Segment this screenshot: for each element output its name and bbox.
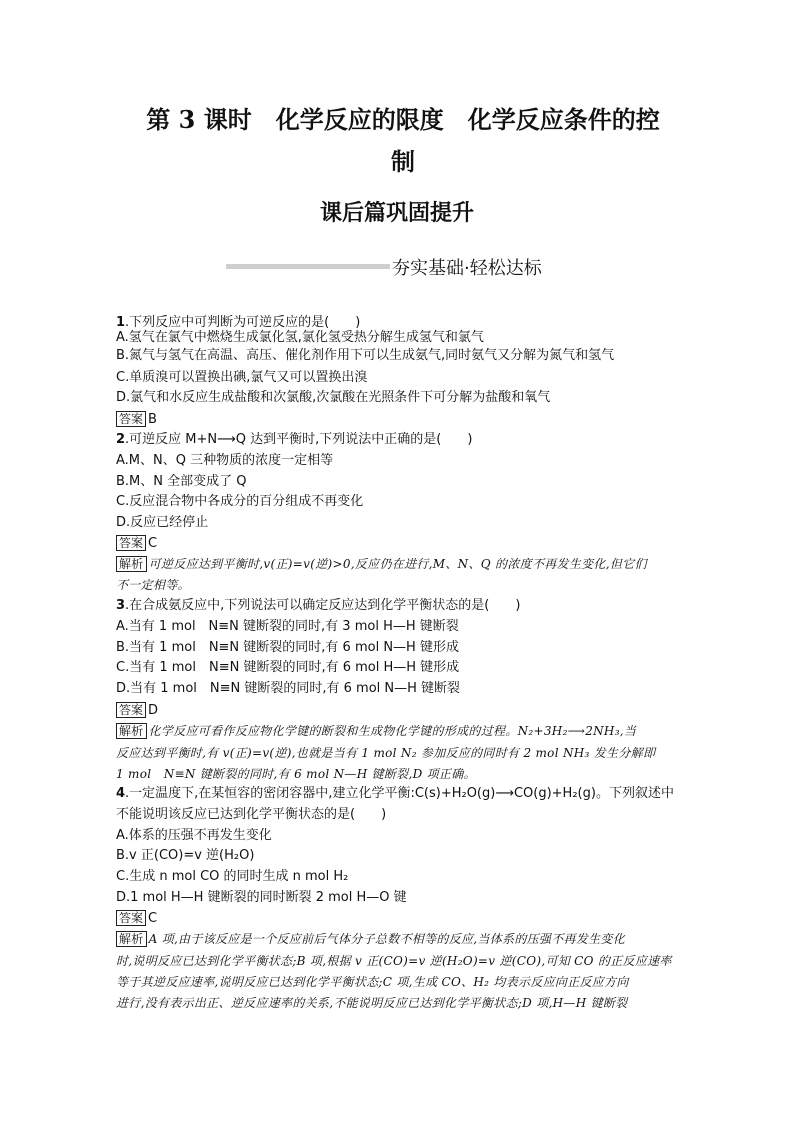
question-4-option-c: C.生成 n mol CO 的同时生成 n mol H₂ (116, 869, 349, 884)
question-1-answer (116, 411, 157, 428)
lesson-title-line1: 第 3 课时 化学反应的限度 化学反应条件的控 (146, 105, 660, 134)
question-3-explanation-1 (116, 723, 636, 739)
question-number: 2 (116, 432, 126, 447)
answer-value: B (148, 412, 157, 427)
question-3-option-c: C.当有 1 mol N≡N 键断裂的同时,有 6 mol H—H 键形成 (116, 660, 460, 675)
question-3-option-a: A.当有 1 mol N≡N 键断裂的同时,有 3 mol H—H 键断裂 (116, 619, 459, 634)
answer-value: C (148, 536, 158, 551)
stem-text: .一定温度下,在某恒容的密闭容器中,建立化学平衡:C(s)+H₂O(g)⟶CO(g)+H₂(g)。下列叙述中 (125, 786, 674, 801)
question-2-option-b: B.M、N 全部变成了 Q (116, 474, 247, 489)
question-3-explanation-3: 1 mol N≡N 键断裂的同时,有 6 mol N—H 键断裂,D 项正确。 (116, 767, 476, 781)
question-1-option-b: B.氮气与氢气在高温、高压、催化剂作用下可以生成氨气,同时氨气又分解为氮气和氢气 (116, 348, 615, 363)
question-4-answer (116, 910, 157, 927)
question-number: 3 (116, 598, 126, 613)
answer-value: C (148, 911, 158, 926)
question-4-option-b: B.v 正(CO)=v 逆(H₂O) (116, 848, 255, 863)
question-4-stem-2: 不能说明该反应已达到化学平衡状态的是( ) (116, 807, 387, 822)
question-4-option-d: D.1 mol H—H 键断裂的同时断裂 2 mol H—O 键 (116, 890, 407, 905)
question-3-explanation-2: 反应达到平衡时,有 v(正)=v(逆),也就是当有 1 mol N₂ 参加反应的同时有 2 mol NH₃ 发生分解即 (116, 746, 656, 760)
question-3-option-b: B.当有 1 mol N≡N 键断裂的同时,有 6 mol N—H 键形成 (116, 640, 459, 655)
lesson-title-line2: 制 (391, 147, 415, 176)
explanation-tag: 解析 (116, 931, 147, 947)
question-3-option-d: D.当有 1 mol N≡N 键断裂的同时,有 6 mol N—H 键断裂 (116, 681, 461, 696)
question-4-option-a: A.体系的压强不再发生变化 (116, 828, 272, 843)
answer-value: D (148, 703, 159, 718)
explanation-text: 可逆反应达到平衡时,v(正)=v(逆)>0,反应仍在进行,M、N、Q 的浓度不再发生变化,但它们 (148, 557, 647, 571)
question-number: 1 (116, 315, 126, 330)
question-4-stem-1 (116, 786, 674, 802)
explanation-tag: 解析 (116, 556, 147, 572)
section-divider (226, 264, 390, 269)
question-number: 4 (116, 786, 126, 801)
section-title: 夯实基础·轻松达标 (392, 258, 542, 279)
question-4-explanation-2: 时,说明反应已达到化学平衡状态;B 项,根据 v 正(CO)=v 逆(H₂O)=v 逆(CO),可知 CO 的正反应速率 (116, 954, 672, 968)
page-subtitle: 课后篇巩固提升 (319, 200, 474, 226)
answer-tag: 答案 (116, 535, 146, 551)
question-2-option-d: D.反应已经停止 (116, 515, 209, 530)
answer-tag: 答案 (116, 702, 146, 718)
question-4-explanation-4: 进行,没有表示出正、逆反应速率的关系,不能说明反应已达到化学平衡状态;D 项,H—H 键断裂 (116, 996, 628, 1010)
question-1-option-c: C.单质溴可以置换出碘,氯气又可以置换出溴 (116, 370, 368, 385)
explanation-text: 化学反应可看作反应物化学键的断裂和生成物化学键的形成的过程。N₂+3H₂⟶2NH₃,当 (148, 724, 637, 738)
question-4-explanation-1 (116, 931, 625, 947)
answer-tag: 答案 (116, 411, 146, 427)
question-2-answer (116, 535, 157, 552)
question-2-stem (116, 432, 472, 448)
question-3-stem (116, 598, 520, 614)
question-1-option-d: D.氯气和水反应生成盐酸和次氯酸,次氯酸在光照条件下可分解为盐酸和氧气 (116, 390, 551, 405)
question-1-stem (116, 315, 360, 331)
question-2-explanation-1 (116, 556, 647, 572)
answer-tag: 答案 (116, 910, 146, 926)
stem-text: .下列反应中可判断为可逆反应的是( ) (125, 315, 361, 330)
explanation-tag: 解析 (116, 723, 147, 739)
question-2-explanation-2: 不一定相等。 (116, 578, 190, 592)
question-2-option-a: A.M、N、Q 三种物质的浓度一定相等 (116, 453, 334, 468)
question-1-option-a: A.氢气在氯气中燃烧生成氯化氢,氯化氢受热分解生成氢气和氯气 (116, 330, 484, 345)
question-3-answer (116, 702, 158, 719)
stem-text: .可逆反应 M+N⟶Q 达到平衡时,下列说法中正确的是( ) (125, 432, 473, 447)
question-4-explanation-3: 等于其逆反应速率,说明反应已达到化学平衡状态;C 项,生成 CO、H₂ 均表示反应向正反应方向 (116, 975, 629, 989)
explanation-text: A 项,由于该反应是一个反应前后气体分子总数不相等的反应,当体系的压强不再发生变化 (148, 932, 626, 946)
stem-text: .在合成氨反应中,下列说法可以确定反应达到化学平衡状态的是( ) (125, 598, 521, 613)
question-2-option-c: C.反应混合物中各成分的百分组成不再变化 (116, 494, 364, 509)
